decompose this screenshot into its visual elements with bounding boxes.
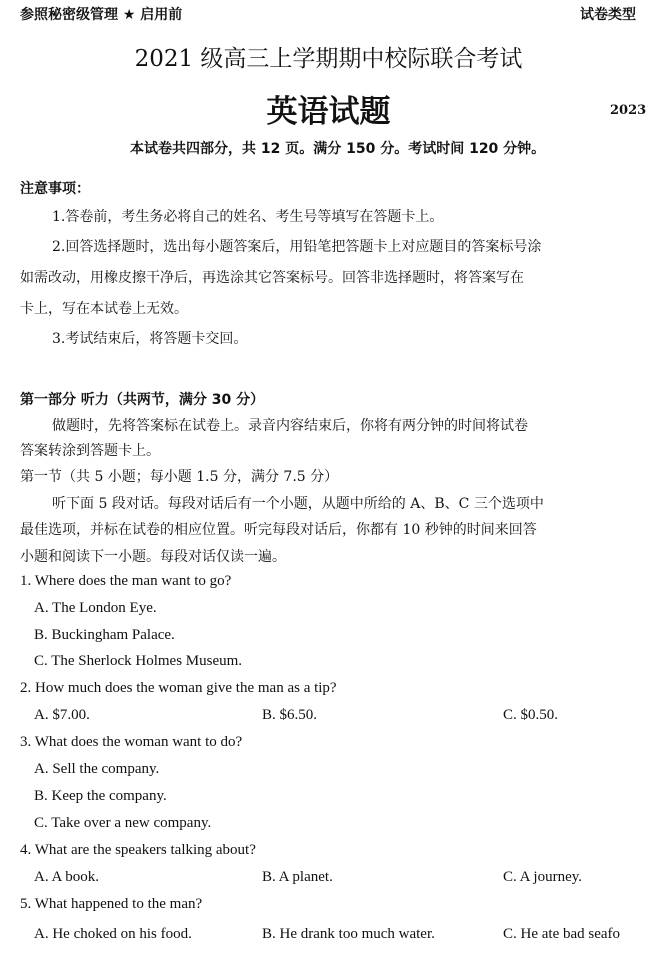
option-b[interactable]: B. $6.50.	[262, 707, 318, 723]
section1-intro-b: 最佳选项，并标在试卷的相应位置。听完每段对话后，你都有 10 秒钟的时间来回答	[20, 522, 537, 538]
paper-type-label: 试卷类型	[580, 7, 636, 23]
question-stem: 1. Where does the man want to go?	[20, 573, 232, 589]
option-a[interactable]: A. A book.	[34, 869, 100, 885]
note-line-3: 3.考试结束后，将答题卡交回。	[52, 331, 248, 347]
option-c[interactable]: C. Take over a new company.	[34, 815, 212, 831]
option-c[interactable]: C. He ate bad seafo	[503, 926, 621, 942]
note-line-1: 1.答卷前，考生务必将自己的姓名、考生号等填写在答题卡上。	[52, 209, 444, 225]
notes-heading: 注意事项：	[20, 181, 90, 197]
part1-heading: 第一部分 听力（共两节，满分 30 分）	[20, 392, 265, 408]
option-b[interactable]: B. Keep the company.	[34, 788, 167, 804]
note-line-2a: 2.回答选择题时，选出每小题答案后，用铅笔把答题卡上对应题目的答案标号涂	[52, 239, 542, 255]
section1-intro-c: 小题和阅读下一小题。每段对话仅读一遍。	[20, 549, 286, 565]
question-stem: 3. What does the woman want to do?	[20, 734, 243, 750]
note-line-2c: 卡上，写在本试卷上无效。	[20, 301, 188, 317]
exam-title: 2021 级高三上学期期中校际联合考试	[134, 46, 523, 72]
part1-intro-b: 答案转涂到答题卡上。	[20, 443, 160, 459]
option-b[interactable]: B. A planet.	[262, 869, 333, 885]
secrecy-label: 参照秘密级管理 ★ 启用前	[20, 7, 183, 23]
date-code: 2023	[610, 103, 647, 118]
option-c[interactable]: C. The Sherlock Holmes Museum.	[34, 653, 243, 669]
section1-intro-a: 听下面 5 段对话。每段对话后有一个小题，从题中所给的 A、B、C 三个选项中	[52, 496, 544, 512]
question-stem: 2. How much does the woman give the man as a tip?	[20, 680, 337, 696]
option-b[interactable]: B. He drank too much water.	[262, 926, 435, 942]
note-line-2b: 如需改动，用橡皮擦干净后，再选涂其它答案标号。回答非选择题时，将答案写在	[20, 270, 524, 286]
option-a[interactable]: A. He choked on his food.	[34, 926, 192, 942]
option-a[interactable]: A. $7.00.	[34, 707, 90, 723]
section1-heading: 第一节（共 5 小题；每小题 1.5 分，满分 7.5 分）	[20, 469, 339, 485]
part1-intro-a: 做题时，先将答案标在试卷上。录音内容结束后，你将有两分钟的时间将试卷	[52, 418, 528, 434]
exam-info: 本试卷共四部分，共 12 页。满分 150 分。考试时间 120 分钟。	[130, 141, 546, 157]
subject-title: 英语试题	[266, 94, 391, 130]
option-a[interactable]: A. Sell the company.	[34, 761, 160, 777]
option-b[interactable]: B. Buckingham Palace.	[34, 627, 175, 643]
question-stem: 4. What are the speakers talking about?	[20, 842, 256, 858]
option-c[interactable]: C. A journey.	[503, 869, 583, 885]
question-stem: 5. What happened to the man?	[20, 896, 203, 912]
option-a[interactable]: A. The London Eye.	[34, 600, 157, 616]
option-c[interactable]: C. $0.50.	[503, 707, 559, 723]
